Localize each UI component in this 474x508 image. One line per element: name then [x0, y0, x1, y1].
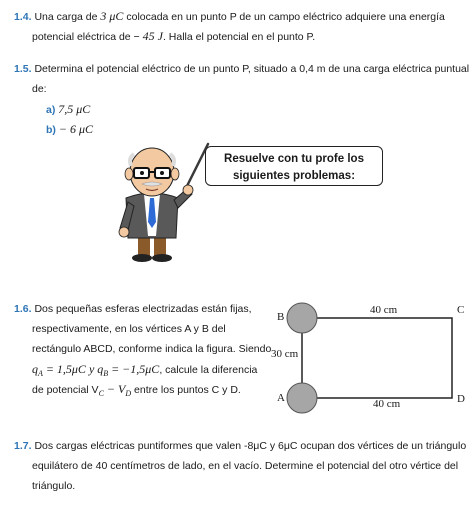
problem-1-7: [14, 436, 466, 456]
professor-illustration: [104, 136, 214, 266]
rectangle-abcd-figure: [270, 300, 470, 415]
problem-text: de potencial V: [32, 384, 99, 396]
option-value: − 6 μC: [58, 122, 93, 136]
problem-1-6: [14, 299, 262, 319]
math-expression: − V: [103, 382, 126, 396]
option-label: a): [46, 104, 56, 116]
vertex-b-label: B: [277, 311, 285, 323]
problem-text: potencial eléctrica de −: [32, 31, 140, 43]
problem-1-5: [14, 59, 469, 79]
problem-text: de:: [32, 83, 47, 95]
sphere-a: [287, 383, 317, 413]
vertex-c-label: C: [457, 304, 465, 316]
problem-1-6-line5: [32, 379, 241, 404]
math-expression: = −1,5μC: [111, 362, 160, 376]
problem-number: 1.7.: [14, 440, 32, 452]
problem-1-4: [14, 6, 464, 27]
vertex-d-label: D: [457, 393, 465, 405]
top-dimension: 40 cm: [370, 304, 398, 316]
problem-text: equilátero de 40 centímetros de lado, en el vacío. Determine el potencial del otro vértice del: [32, 460, 459, 472]
math-symbol: q: [32, 362, 38, 376]
speech-bubble: [205, 146, 383, 186]
problem-1-4-line2: [32, 26, 315, 47]
option-value: 7,5 μC: [58, 102, 91, 116]
problem-number: 1.4.: [14, 11, 32, 23]
problem-text: Dos pequeñas esferas electrizadas están fijas,: [34, 303, 252, 315]
math-subscript: B: [103, 369, 109, 379]
problem-number: 1.6.: [14, 303, 32, 315]
problem-text: , calcule la diferencia: [159, 364, 258, 376]
vertex-a-label: A: [277, 392, 285, 404]
problem-text: colocada en un punto P de un campo eléctrico adquiere una energía: [126, 11, 445, 23]
math-subscript: A: [38, 369, 43, 379]
problem-text: rectángulo ABCD, conforme indica la figura. Siendo: [32, 343, 272, 355]
bubble-line: siguientes problemas:: [232, 170, 356, 182]
left-dimension: 30 cm: [271, 348, 299, 360]
charge-value: 3 μC: [100, 9, 124, 23]
math-subscript: C: [98, 389, 104, 399]
option-b: [46, 119, 93, 140]
bottom-dimension: 40 cm: [373, 398, 401, 410]
bubble-line: Resuelve con tu profe los: [224, 153, 364, 165]
rectangle-abcd: [302, 318, 452, 398]
problem-number: 1.5.: [14, 63, 32, 75]
problem-text: Una carga de: [34, 11, 98, 23]
problem-text: Dos cargas eléctricas puntiformes que valen -8μC y 6μC ocupan dos vértices de un triángulo: [34, 440, 467, 452]
sphere-b: [287, 303, 317, 333]
math-subscript: D: [125, 389, 132, 399]
energy-value: 45 J: [142, 29, 163, 43]
option-label: b): [46, 124, 56, 136]
option-a: [46, 99, 90, 120]
problem-text: respectivamente, en los vértices A y B del: [32, 323, 226, 335]
problem-text: entre los puntos C y D.: [131, 384, 241, 396]
problem-text: triángulo.: [32, 480, 76, 492]
problem-text: . Halla el potencial en el punto P.: [162, 31, 316, 43]
math-expression: = 1,5μC y q: [45, 362, 104, 376]
problem-text: Determina el potencial eléctrico de un punto P, situado a 0,4 m de una carga eléctrica puntual: [34, 63, 470, 75]
